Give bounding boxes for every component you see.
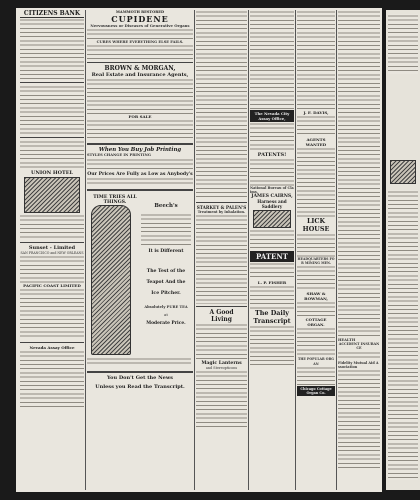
davis-heading: J. F. DAVIS, [303, 110, 329, 115]
brown-morgan-heading: BROWN & MORGAN, [104, 65, 176, 73]
assay-text [20, 350, 84, 410]
legal-notices-text [338, 10, 380, 338]
hotel-illustration [24, 177, 80, 213]
bank-notice-text [20, 18, 84, 80]
national-bureau-line: National Bureau of Claims, [250, 186, 294, 195]
beech-footer-text [87, 357, 191, 365]
davis-text [297, 115, 335, 137]
printing-text [87, 158, 193, 172]
at-line: at [164, 311, 168, 317]
absolutely-pure-line: Absolutely PURE TEA [144, 304, 188, 309]
time-tries-heading: TIME TRIES ALL THINGS. [93, 194, 137, 205]
adjacent-text-2 [388, 190, 418, 480]
cures-line: CURES WHERE EVERYTHING ELSE FAILS. [96, 40, 184, 45]
prices-heading: Our Prices Are Fully as Low as Anybody's [87, 171, 193, 177]
starkey-heading: STARKEY & PALEN'S [196, 205, 247, 210]
beechs-heading: Beech's [154, 202, 178, 209]
is-different-heading: It is Different [148, 248, 184, 254]
citizens-bank-heading: CITIZENS BANK [20, 10, 84, 18]
hotel-text [20, 214, 84, 240]
fisher-text [250, 285, 294, 309]
living-text [196, 323, 247, 361]
inhalation-line: Treatment by Inhalation. [197, 210, 246, 214]
ads-text-block [20, 85, 84, 135]
nevada-assay-heading: Nevada Assay Office [29, 345, 75, 351]
transcript-masthead: Transcript [253, 317, 291, 326]
accident-insurance-heading: ACCIDENT INSURANCE [338, 342, 380, 351]
real-estate-text [87, 78, 193, 114]
for-sale-text [87, 119, 193, 141]
agents-wanted-heading: AGENTS WANTED [305, 137, 327, 147]
organ-text [297, 327, 335, 357]
column-2 [87, 10, 193, 490]
beech-tea-ad [87, 193, 193, 369]
teapot-heading: Teapot And the [146, 279, 186, 285]
cupidene-text [87, 28, 193, 40]
railroad-text [20, 255, 84, 283]
harness-heading: Harness and Saddlery [257, 199, 287, 210]
column-4 [250, 10, 294, 490]
mining-text [297, 265, 335, 291]
shaw-text [297, 301, 335, 317]
sunset-subheading: SAN FRANCISCO and NEW ORLEANS [20, 251, 84, 255]
starkey-text [196, 214, 247, 304]
organ-text-2 [297, 366, 335, 386]
adjacent-illustration [390, 160, 416, 184]
test-of-heading: The Test of the [146, 268, 186, 274]
patent-block: PATENT [250, 251, 294, 262]
stereopticons-line: and Stereopticons [205, 366, 238, 371]
railroad-text-2 [20, 288, 84, 340]
for-sale-heading: FOR SALE [128, 114, 152, 120]
adjacent-text [388, 14, 418, 74]
chicago-organ-footer: Chicago Cottage Organ Co. [297, 386, 335, 396]
popular-organ-line: THE POPULAR ORGAN [298, 357, 334, 366]
ice-pitcher-heading: Ice Pitcher. [151, 290, 181, 296]
cottage-organ-heading: COTTAGE ORGAN. [305, 317, 327, 328]
health-heading: HEALTH [338, 338, 356, 342]
assay-office-heading: The Nevada City Assay Office, [250, 110, 294, 122]
assay-office-text [250, 122, 294, 152]
patents-heading: PATENTS! [257, 152, 287, 158]
column-3 [196, 10, 247, 490]
lick-house-heading: LICK HOUSE [302, 217, 330, 233]
ads-text-block-2 [20, 140, 84, 170]
daily-heading: The Daily [255, 309, 289, 318]
adjacent-page [386, 10, 420, 490]
real-estate-heading: Real Estate and Insurance Agents, [91, 72, 189, 79]
lick-house-text [297, 233, 335, 257]
fidelity-heading: Fidelity Mutual Aid Association [338, 360, 379, 369]
agents-text [297, 147, 335, 217]
fisher-heading: L. P. FISHER [257, 280, 287, 286]
news-text [196, 10, 247, 200]
patents-text [250, 158, 294, 186]
lanterns-text [196, 370, 247, 430]
patent-text [250, 262, 294, 280]
column-1 [20, 10, 84, 490]
harness-text [250, 229, 294, 251]
court-text [297, 10, 335, 110]
living-heading: Living [211, 316, 232, 324]
transcript-text [250, 325, 294, 365]
shaw-bowman-heading: SHAW & BOWMAN, [304, 291, 328, 302]
mammoth-heading: MAMMOTH RESTORED [115, 10, 165, 14]
man-illustration [91, 205, 131, 355]
news-heading: You Don't Get the News [107, 374, 173, 381]
fidelity-text [338, 369, 380, 469]
beech-text [141, 213, 191, 247]
newspaper-page [16, 8, 382, 492]
column-6 [338, 10, 380, 490]
notice-text [250, 10, 294, 110]
headquarters-line: HEADQUARTERS FOR MINING MEN. [297, 257, 335, 266]
union-hotel-heading: UNION HOTEL [30, 170, 74, 176]
cupidene-subheading: Nervousness or Diseases of Generative Organs [90, 23, 190, 28]
good-heading: A Good [209, 309, 234, 317]
sunset-limited-heading: Sunset - Limited [28, 245, 76, 251]
cairns-heading: JAMES CAIRNS, [251, 194, 293, 200]
insurance-text [338, 351, 380, 361]
magic-lanterns-heading: Magic Lanterns [201, 361, 242, 367]
prices-text [87, 177, 193, 187]
harness-illustration [253, 210, 291, 228]
cupidene-heading: CUPIDENE [111, 14, 169, 24]
column-5 [297, 10, 335, 490]
job-printing-heading: When You Buy Job Printing [98, 147, 182, 154]
styles-heading: STYLES CHANGE IN PRINTING [87, 153, 151, 158]
moderate-price-heading: Moderate Price. [146, 320, 186, 326]
transcript-heading: Unless you Read the Transcript. [95, 383, 185, 390]
cupidene-text-2 [87, 44, 193, 60]
pacific-coast-heading: PACIFIC COAST LIMITED [23, 283, 81, 289]
